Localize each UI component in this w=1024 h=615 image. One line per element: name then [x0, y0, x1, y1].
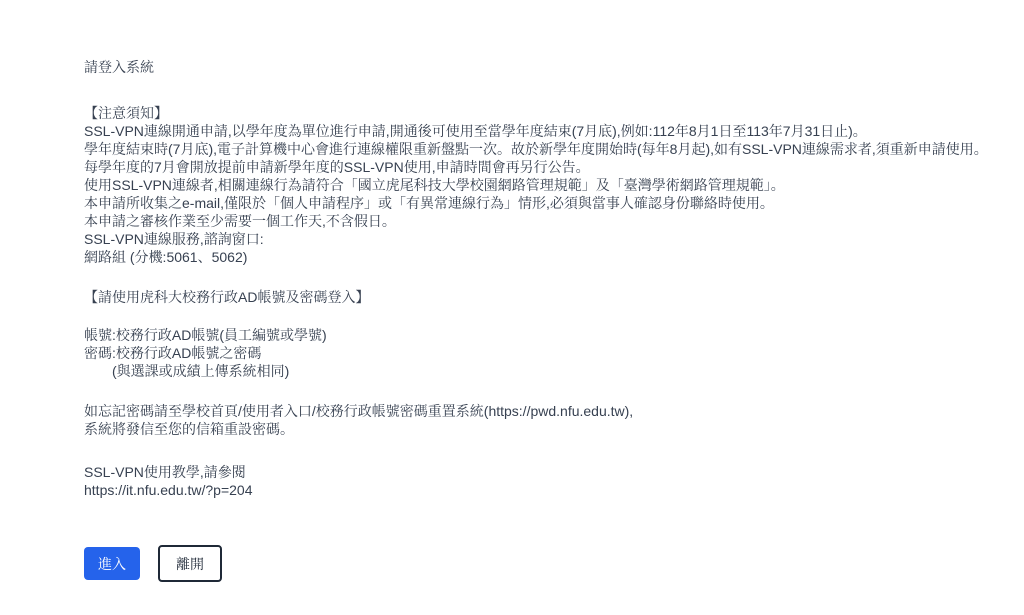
tutorial-line: SSL-VPN使用教學,請參閱 [84, 464, 246, 480]
leave-button[interactable]: 離開 [158, 545, 222, 582]
notice-content [84, 58, 1014, 582]
notice-line: 學年度結束時(7月底),電子計算機中心會進行連線權限重新盤點一次。故於新學年度開始時(每年8月起),如有SSL-VPN連線需求者,須重新申請使用。 [84, 141, 988, 157]
enter-button[interactable]: 進入 [84, 547, 140, 580]
notice-line: 每學年度的7月會開放提前申請新學年度的SSL-VPN使用,申請時間會再另行公告。 [84, 159, 590, 175]
account-line: 帳號:校務行政AD帳號(員工編號或學號) [84, 327, 327, 343]
tutorial-section [84, 463, 1014, 499]
notice-line: 使用SSL-VPN連線者,相關連線行為請符合「國立虎尾科技大學校園網路管理規範」及「臺灣學術網路管理規範」。 [84, 177, 785, 193]
credentials-section [84, 326, 1014, 380]
notice-heading: 【注意須知】 [84, 105, 168, 121]
tutorial-url: https://it.nfu.edu.tw/?p=204 [84, 482, 253, 498]
page-title: 請登入系統 [84, 59, 154, 75]
notice-line: 網路組 (分機:5061、5062) [84, 249, 248, 265]
button-row [84, 545, 1014, 582]
notice-line: SSL-VPN連線開通申請,以學年度為單位進行申請,開通後可使用至當學年度結束(7月底),例如:112年8月1日至113年7月31日止)。 [84, 123, 867, 139]
login-instruction-heading: 【請使用虎科大校務行政AD帳號及密碼登入】 [84, 289, 370, 305]
notice-line: 本申請之審核作業至少需要一個工作天,不含假日。 [84, 213, 396, 229]
notice-section [84, 104, 1014, 266]
forgot-password-line-2: 系統將發信至您的信箱重設密碼。 [84, 421, 294, 437]
password-note: (與選課或成績上傳系統相同) [112, 363, 290, 379]
password-line: 密碼:校務行政AD帳號之密碼 [84, 345, 262, 361]
forgot-password-section [84, 402, 1014, 438]
notice-line: 本申請所收集之e-mail,僅限於「個人申請程序」或「有異常連線行為」情形,必須與當事人確認身份聯絡時使用。 [84, 195, 774, 211]
notice-line: SSL-VPN連線服務,諮詢窗口: [84, 231, 264, 247]
forgot-password-line-1: 如忘記密碼請至學校首頁/使用者入口/校務行政帳號密碼重置系統(https://pwd.nfu.edu.tw), [84, 403, 634, 419]
